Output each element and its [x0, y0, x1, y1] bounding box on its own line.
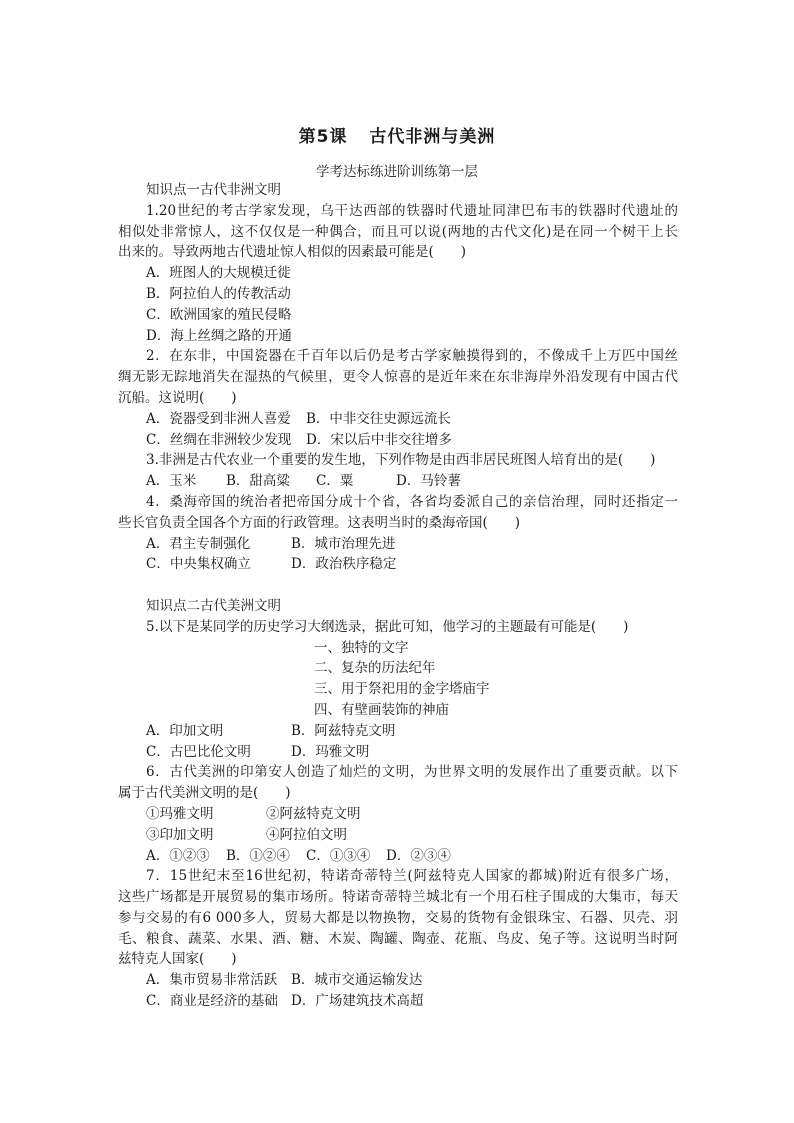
- outline-item: 三、用于祭祀用的金字塔庙宇: [314, 681, 490, 698]
- question-7-line-1: 7．15世纪末至16世纪初，特诺奇蒂特兰(阿兹特克人国家的都城)附近有很多广场，: [146, 868, 678, 885]
- page-subtitle: 学考达标练进阶训练第一层: [316, 164, 478, 180]
- option-d: D．玛雅文明: [291, 743, 370, 760]
- option-d: D．马铃薯: [396, 473, 461, 490]
- option-d: D．广场建筑技术高超: [291, 993, 424, 1010]
- question-6-line-1: 6．古代美洲的印第安人创造了灿烂的文明，为世界文明的发展作出了重要贡献。以下: [146, 764, 678, 781]
- option-d: D．政治秩序稳定: [291, 556, 397, 573]
- option-d: D．②③④: [386, 847, 451, 864]
- question-1-line-3: 出来的。导致两地古代遗址惊人相似的因素最可能是( ): [118, 244, 467, 261]
- page-title: [0, 122, 794, 147]
- section-heading: 知识点二古代美洲文明: [146, 597, 281, 614]
- option-c: C．商业是经济的基础: [146, 993, 278, 1010]
- option-b: B．甜高粱: [226, 473, 290, 490]
- document-body: [118, 180, 678, 1012]
- option-c: C．丝绸在非洲较少发现: [146, 431, 292, 448]
- question-7-line-3: 参与交易的有6 000多人，贸易大都是以物换物，交易的货物有金银珠宝、石器、贝壳、羽: [118, 909, 678, 926]
- option-c: C．古巴比伦文明: [146, 743, 251, 760]
- question-7-line-5: 兹特克人国家( ): [118, 951, 237, 968]
- statement-item: ①玛雅文明: [146, 805, 214, 822]
- option-c: C．①③④: [306, 847, 371, 864]
- option-b: B．中非交往史源远流长: [306, 410, 451, 427]
- option-a: A．印加文明: [146, 722, 224, 739]
- statement-item: ④阿拉伯文明: [266, 826, 347, 843]
- question-6-line-2: 属于古代美洲文明的是( ): [118, 785, 291, 802]
- option-b: B．城市治理先进: [291, 535, 396, 552]
- question-2-line-2: 绸无影无踪地消失在湿热的气候里，更令人惊喜的是近年来在东非海岸外沿发现有中国古代: [118, 369, 678, 386]
- section-heading: 知识点一古代非洲文明: [146, 182, 281, 198]
- option-b: B．①②④: [226, 847, 290, 864]
- question-4-line-2: 些长官负责全国各个方面的行政管理。这表明当时的桑海帝国( ): [118, 514, 521, 531]
- option-a: A．集市贸易非常活跃: [146, 972, 278, 989]
- question-7-line-4: 毛、粮食、蔬菜、水果、酒、糖、木炭、陶罐、陶壶、花瓶、鸟皮、兔子等。这说明当时阿: [118, 930, 678, 947]
- option-b: B．城市交通运输发达: [291, 972, 423, 989]
- option-a: A．班图人的大规模迁徙: [146, 265, 291, 282]
- outline-item: 一、独特的文字: [314, 639, 409, 656]
- statement-item: ②阿兹特克文明: [266, 805, 361, 822]
- option-d: D．宋以后中非交往增多: [306, 431, 452, 448]
- question-7-line-2: 这些广场都是开展贸易的集市场所。特诺奇蒂特兰城北有一个用石柱子围成的大集市，每天: [118, 889, 678, 906]
- option-a: A．①②③: [146, 847, 210, 864]
- option-b: B．阿拉伯人的传教活动: [146, 285, 291, 302]
- statement-item: ③印加文明: [146, 826, 214, 843]
- question-3-line-1: 3.非洲是古代农业一个重要的发生地，下列作物是由西非居民班图人培育出的是( ): [146, 452, 656, 469]
- option-a: A．君主专制强化: [146, 535, 251, 552]
- option-c: C．欧洲国家的殖民侵略: [146, 306, 292, 323]
- question-1-line-1: 1.20世纪的考古学家发现，乌干达西部的铁器时代遗址同津巴布韦的铁器时代遗址的: [146, 202, 678, 219]
- outline-item: 四、有壁画装饰的神庙: [314, 701, 449, 718]
- question-5-line-1: 5.以下是某同学的历史学习大纲选录，据此可知，他学习的主题最有可能是( ): [146, 618, 629, 635]
- option-c: C．中央集权确立: [146, 556, 251, 573]
- option-c: C．粟: [316, 473, 354, 490]
- option-d: D．海上丝绸之路的开通: [146, 327, 292, 344]
- question-2-line-1: 2．在东非，中国瓷器在千百年以后仍是考古学家触摸得到的，不像成千上万匹中国丝: [146, 348, 678, 365]
- option-a: A．玉米: [146, 473, 197, 490]
- lesson-number: 第5课: [298, 127, 348, 147]
- outline-item: 二、复杂的历法纪年: [314, 660, 436, 677]
- lesson-title: 古代非洲与美洲: [369, 127, 496, 147]
- question-4-line-1: 4．桑海帝国的统治者把帝国分成十个省，各省均委派自己的亲信治理，同时还指定一: [146, 493, 678, 510]
- option-b: B．阿兹特克文明: [291, 722, 396, 739]
- option-a: A．瓷器受到非洲人喜爱: [146, 410, 291, 427]
- question-2-line-3: 沉船。这说明( ): [118, 389, 237, 406]
- question-1-line-2: 相似处非常惊人，这不仅仅是一种偶合，而且可以说(两地的古代文化)是在同一个树干上长: [118, 223, 678, 240]
